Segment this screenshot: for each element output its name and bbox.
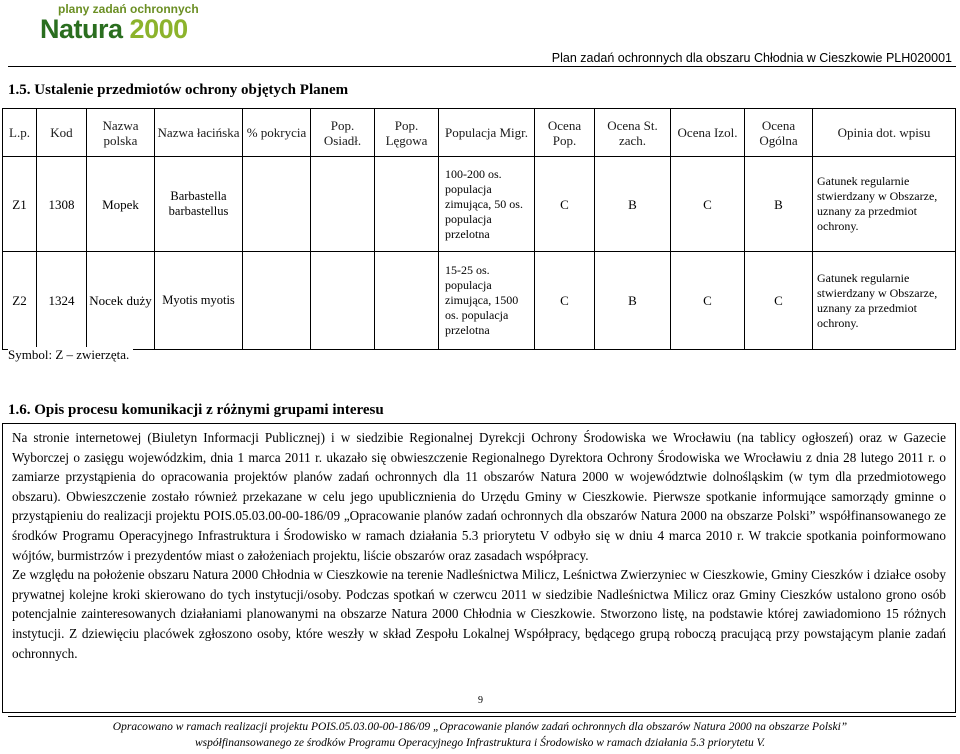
col-header-opinia: Opinia dot. wpisu xyxy=(813,109,956,157)
section-heading-1-5: 1.5. Ustalenie przedmiotów ochrony objętych Planem xyxy=(8,82,349,98)
table-header-row xyxy=(3,109,956,157)
header-divider xyxy=(8,66,956,67)
logo-top-text: plany zadań ochronnych xyxy=(58,2,199,16)
cell-ocena-pop: C xyxy=(535,157,595,252)
section-heading-1-6: 1.6. Opis procesu komunikacji z różnymi grupami interesu xyxy=(8,402,384,418)
col-header-ocena-ogolna: Ocena Ogólna xyxy=(745,109,813,157)
logo-main-text: Natura 2000 xyxy=(40,14,188,44)
footer-divider xyxy=(8,716,956,717)
cell-pop-legowa xyxy=(375,252,439,350)
cell-ocena-ogolna: C xyxy=(745,252,813,350)
col-header-ocena-st-zach: Ocena St. zach. xyxy=(595,109,671,157)
col-header-lp: L.p. xyxy=(3,109,37,157)
cell-ocena-izol: C xyxy=(671,157,745,252)
col-header-nazwa-polska: Nazwa polska xyxy=(87,109,155,157)
species-table xyxy=(2,108,956,350)
cell-pop-legowa xyxy=(375,157,439,252)
footer-line-1: Opracowano w ramach realizacji projektu POIS.05.03.00-00-186/09 „Opracowanie planów zadań ochronnych dla obszarów Natura 2000 na obszarze Polski” xyxy=(112,721,848,733)
cell-ocena-pop: C xyxy=(535,252,595,350)
cell-ocena-ogolna: B xyxy=(745,157,813,252)
table-row xyxy=(3,157,956,252)
col-header-pop-osiadla: Pop. Osiadł. xyxy=(311,109,375,157)
cell-populacja-migr: 100-200 os. populacja zimująca, 50 os. populacja przelotna xyxy=(439,157,535,252)
cell-nazwa-polska: Mopek xyxy=(87,157,155,252)
cell-kod: 1308 xyxy=(37,157,87,252)
col-header-pop-legowa: Pop. Lęgowa xyxy=(375,109,439,157)
table-row xyxy=(3,252,956,350)
col-header-ocena-izol: Ocena Izol. xyxy=(671,109,745,157)
cell-populacja-migr: 15-25 os. populacja zimująca, 1500 os. populacja przelotna xyxy=(439,252,535,350)
cell-ocena-izol: C xyxy=(671,252,745,350)
cell-lp: Z1 xyxy=(3,157,37,252)
communication-paragraph-1: Na stronie internetowej (Biuletyn Informacji Publicznej) i w siedzibie Regionalnej Dyrekcji Ochrony Środowiska we Wrocławiu (na tablicy ogłoszeń) oraz w Gazecie Wyborczej o zasięgu wojewódzkim, dnia 1 marca 2011 r. ukazało się obwieszczenie Regionalnego Dyrektora Ochrony Środowiska we Wrocławiu z dnia 28 lutego 2011 r. o zamiarze przystąpienia do opracowania projektów planów zadań ochronnych dla 11 obszarów Natura 2000 w województwie dolnośląskim (w tym dla przedmiotowego obszaru). Obwieszczenie zostało również przekazane w celu jego upublicznienia do Urzędu Gminy w Cieszkowie. Pierwsze spotkanie informujące samorządy gminne o przystąpieniu do realizacji projektu POIS.05.03.00-00-186/09 „Opracowanie planów zadań ochronnych dla obszarów Natura 2000 na obszarze Polski” współfinansowanego ze środków Programu Operacyjnego Infrastruktura i Środowisko w ramach działania 5.3 priorytetu V odbyło się w dniu 4 marca 2010 r. W trakcie spotkania poinformowano wójtów, burmistrzów i prezydentów miast o założeniach projektu, liście obszarów oraz zasadach współpracy. xyxy=(12,430,946,563)
cell-nazwa-polska: Nocek duży xyxy=(87,252,155,350)
communication-paragraph-2: Ze względu na położenie obszaru Natura 2000 Chłodnia w Cieszkowie na terenie Nadleśnictwa Milicz, Leśnictwa Zwierzyniec w Cieszkowie, Gminy Cieszków i działce osoby prywatnej kolejne kroki skierowano do tych instytucji/osoby. Podczas spotkań w czerwcu 2011 w siedzibie Nadleśnictwa Milicz oraz Gminy Cieszków ustalono grono osób potencjalnie zainteresowanych działaniami planowanymi na obszarze Natura 2000 Chłodnia w Cieszkowie. Stworzono listę, na podstawie której zawiadomiono 15 różnych instytucji. Z dziewięciu placówek zgłoszono osoby, które weszły w skład Zespołu Lokalnej Współpracy, będącego grupą roboczą pracującą przy powstającym planie zadań ochronnych. xyxy=(12,567,946,661)
natura-2000-logo xyxy=(40,2,199,48)
symbol-note: Symbol: Z – zwierzęta. xyxy=(8,347,133,363)
cell-kod: 1324 xyxy=(37,252,87,350)
communication-description-box xyxy=(2,423,956,713)
cell-nazwa-lacinska: Barbastella barbastellus xyxy=(155,157,243,252)
cell-opinia: Gatunek regularnie stwierdzany w Obszarze, uznany za przedmiot ochrony. xyxy=(813,252,956,350)
cell-nazwa-lacinska: Myotis myotis xyxy=(155,252,243,350)
page-number: 9 xyxy=(478,695,483,706)
cell-lp: Z2 xyxy=(3,252,37,350)
cell-opinia: Gatunek regularnie stwierdzany w Obszarze, uznany za przedmiot ochrony. xyxy=(813,157,956,252)
col-header-kod: Kod xyxy=(37,109,87,157)
col-header-pokrycie: % pokrycia xyxy=(243,109,311,157)
cell-pop-osiadla xyxy=(311,252,375,350)
cell-ocena-st-zach: B xyxy=(595,157,671,252)
col-header-populacja-migr: Populacja Migr. xyxy=(439,109,535,157)
page-header-title: Plan zadań ochronnych dla obszaru Chłodnia w Cieszkowie PLH020001 xyxy=(551,51,952,65)
cell-pop-osiadla xyxy=(311,157,375,252)
footer-line-2: współfinansowanego ze środków Programu Operacyjnego Infrastruktura i Środowisko w ramach działania 5.3 priorytetu V. xyxy=(195,737,765,749)
cell-pokrycie xyxy=(243,157,311,252)
col-header-ocena-pop: Ocena Pop. xyxy=(535,109,595,157)
cell-ocena-st-zach: B xyxy=(595,252,671,350)
cell-pokrycie xyxy=(243,252,311,350)
col-header-nazwa-lacinska: Nazwa łacińska xyxy=(155,109,243,157)
